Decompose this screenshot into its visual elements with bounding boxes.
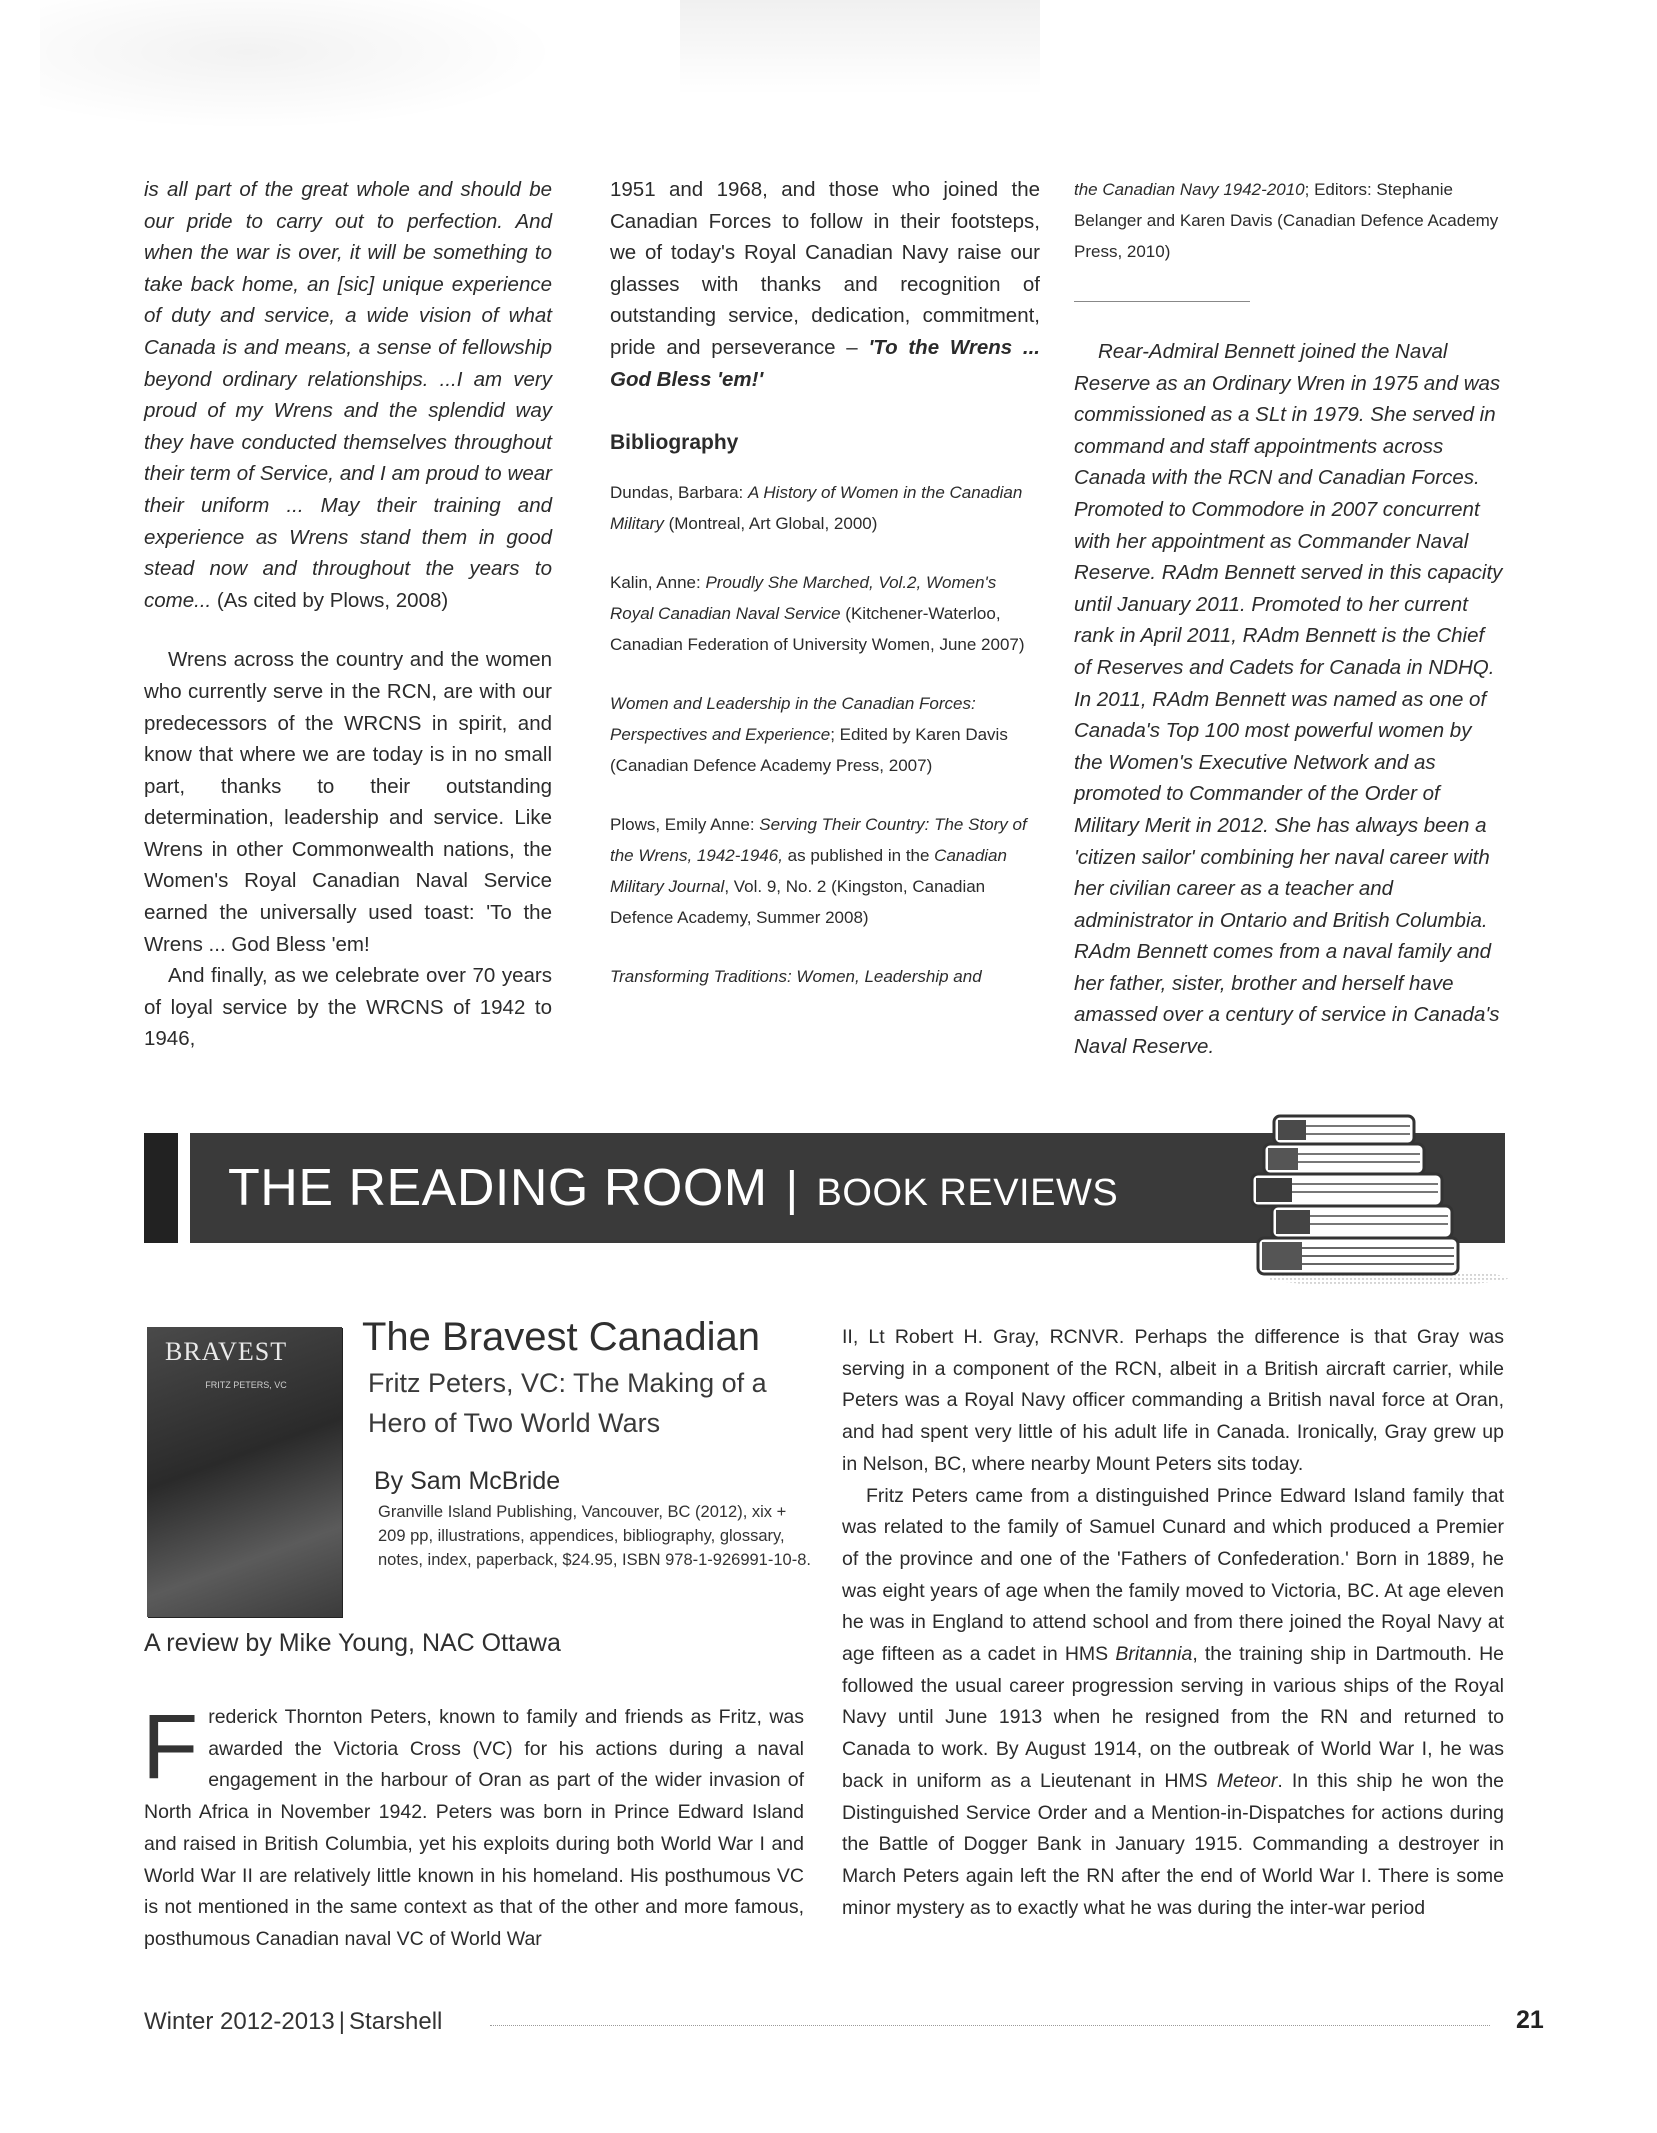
book-cover-title: BRAVEST — [165, 1337, 288, 1366]
paragraph: And finally, as we celebrate over 70 years of loyal service by the WRCNS of 1942 to 1946, — [144, 964, 552, 1051]
divider — [1074, 301, 1250, 302]
publication-details: Granville Island Publishing, Vancouver, BC (2012), xix + 209 pp, illustrations, appendices, bibliography, glossary, notes, index, paperback, $24.95, ISBN 978-1-926991-10-8. — [378, 1503, 811, 1569]
book-author: By Sam McBride — [374, 1467, 561, 1495]
bibliography-entry: Plows, Emily Anne: Serving Their Country: The Story of the Wrens, 1942-1946, as published in the Canadian Military Journal, Vol. 9, No. 2 (Kingston, Canadian Defence Academy, Summer 2008) — [610, 814, 1027, 927]
publication-name: Starshell — [349, 2008, 443, 2035]
banner-title — [228, 1158, 1118, 1223]
paragraph: Fritz Peters came from a distinguished Prince Edward Island family that was related to the family of Samuel Cunard and which produced a Premier of the province and one of the 'Fathers of Confederation.' Born in 1889, he was eight years of age when the family moved to Victoria, BC. At age eleven he was in England to attend school and from there joined the Royal Navy at age fifteen as a cadet in HMS Britannia, the training ship in Dartmouth. He followed the usual career progression serving in various ships of the Royal Navy until June 1913 when he resigned from the RN and returned to Canada to work. By August 1914, on the outbreak of World War I, he was back in uniform as a Lieutenant in HMS Meteor. In this ship he won the Distinguished Service Order and a Mention-in-Dispatches for actions during the Battle of Dogger Bank in January 1915. Commanding a destroyer in March Peters again left the RN after the end of World War I. There is some minor mystery as to exactly what he was during the inter-war period — [842, 1484, 1505, 1919]
book-stack-icon — [1238, 1098, 1510, 1288]
book-cover-subtitle: FRITZ PETERS, VC — [205, 1380, 287, 1390]
closing-paragraph: 1951 and 1968, and those who joined the Canadian Forces to follow in their footsteps, we of today's Royal Canadian Navy raise our glasses with thanks and recognition of outstanding service, dedication, commitment, pride and perseverance – 'To the Wrens ... God Bless 'em!' — [610, 178, 1040, 391]
quote-paragraph: is all part of the great whole and should be our pride to carry out to perfection. And when the war is over, it will be something to take back home, an [sic] unique experience of duty and service, a wide vision of what Canada is and means, a sense of fellowship beyond ordinary relationships. ...I am very proud of my Wrens and the splendid way they have conducted themselves throughout their term of Service, and I am proud to wear their uniform ... May their training and experience as Wrens stand them in good stead now and throughout the years to come... (As cited by Plows, 2008) — [144, 178, 552, 612]
bibliography-heading: Bibliography — [610, 431, 739, 455]
review-subtitle: Fritz Peters, VC: The Making of a Hero of Two World Wars — [368, 1368, 767, 1438]
issue-date: Winter 2012-2013 — [144, 2008, 335, 2035]
banner-accent — [144, 1133, 178, 1243]
drop-cap: F — [142, 1696, 199, 1798]
scan-smudge — [40, 0, 560, 130]
bibliography-entry: Dundas, Barbara: A History of Women in the Canadian Military (Montreal, Art Global, 2000) — [610, 482, 1023, 533]
banner-title-text: THE READING ROOM — [228, 1159, 768, 1217]
review-title: The Bravest Canadian — [362, 1315, 761, 1359]
bibliography-entry: Transforming Traditions: Women, Leadership and — [610, 966, 982, 986]
bibliography-entry: Kalin, Anne: Proudly She Marched, Vol.2, Women's Royal Canadian Naval Service (Kitchener-Waterloo, Canadian Federation of University Women, June 2007) — [610, 572, 1025, 654]
page-number: 21 — [1516, 2006, 1544, 2034]
footer-separator: | — [338, 2008, 346, 2035]
bibliography-entry: the Canadian Navy 1942-2010; Editors: Stephanie Belanger and Karen Davis (Canadian Defence Academy Press, 2010) — [1074, 180, 1499, 261]
banner-separator: | — [785, 1163, 799, 1216]
paragraph: II, Lt Robert H. Gray, RCNVR. Perhaps the difference is that Gray was serving in a component of the RCN, albeit in a British aircraft carrier, while Peters was a Royal Navy officer commanding a British naval force at Oran, and had spent very little of his adult life in Canada. Ironically, Gray grew up in Nelson, BC, where nearby Mount Peters sits today. — [842, 1326, 1504, 1475]
review-body-right — [842, 1322, 1504, 1924]
column-1 — [144, 174, 552, 1055]
paragraph: Wrens across the country and the women who currently serve in the RCN, are with our predecessors of the WRCNS in spirit, and know that where we are today is in no small part, thanks to their outstanding determination, leadership and service. Like Wrens in other Commonwealth nations, the Women's Royal Canadian Naval Service earned the universally used toast: 'To the Wrens ... God Bless 'em! — [144, 648, 552, 956]
bibliography-entry: Women and Leadership in the Canadian Forces: Perspectives and Experience; Edited by Karen Davis (Canadian Defence Academy Press, 2007) — [610, 693, 1008, 775]
column-3 — [1074, 174, 1504, 1063]
author-bio: Rear-Admiral Bennett joined the Naval Reserve as an Ordinary Wren in 1975 and was commissioned as a SLt in 1979. She served in command and staff appointments across Canada with the RCN and Canadian Forces. Promoted to Commodore in 2007 concurrent with her appointment as Commander Naval Reserve. RAdm Bennett served in this capacity until January 2011. Promoted to her current rank in April 2011, RAdm Bennett is the Chief of Reserves and Cadets for Canada in NDHQ. In 2011, RAdm Bennett was named as one of Canada's Top 100 most powerful women by the Women's Executive Network and as promoted to Commander of the Order of Military Merit in 2012. She has always been a 'citizen sailor' combining her naval career with her civilian career as a teacher and administrator in Ontario and British Columbia. RAdm Bennett comes from a naval family and her father, sister, brother and herself have amassed over a century of service in Canada's Naval Reserve. — [1074, 340, 1503, 1059]
reviewer-credit: A review by Mike Young, NAC Ottawa — [144, 1629, 561, 1657]
footer-rule — [490, 2025, 1490, 2026]
banner-subtitle: BOOK REVIEWS — [816, 1172, 1119, 1214]
column-2 — [610, 174, 1040, 1020]
footer-issue — [144, 2008, 442, 2036]
book-cover — [147, 1327, 342, 1617]
scan-smudge — [680, 0, 1040, 95]
review-body-left: Frederick Thornton Peters, known to family and friends as Fritz, was awarded the Victoria Cross (VC) for his actions during a naval engagement in the harbour of Oran as part of the wider invasion of North Africa in November 1942. Peters was born in Prince Edward Island and raised in British Columbia, yet his exploits during both World War I and World War II are relatively little known in his homeland. His posthumous VC is not mentioned in the same context as that of the other and more famous, posthumous Canadian naval VC of World War — [142, 1696, 804, 1950]
